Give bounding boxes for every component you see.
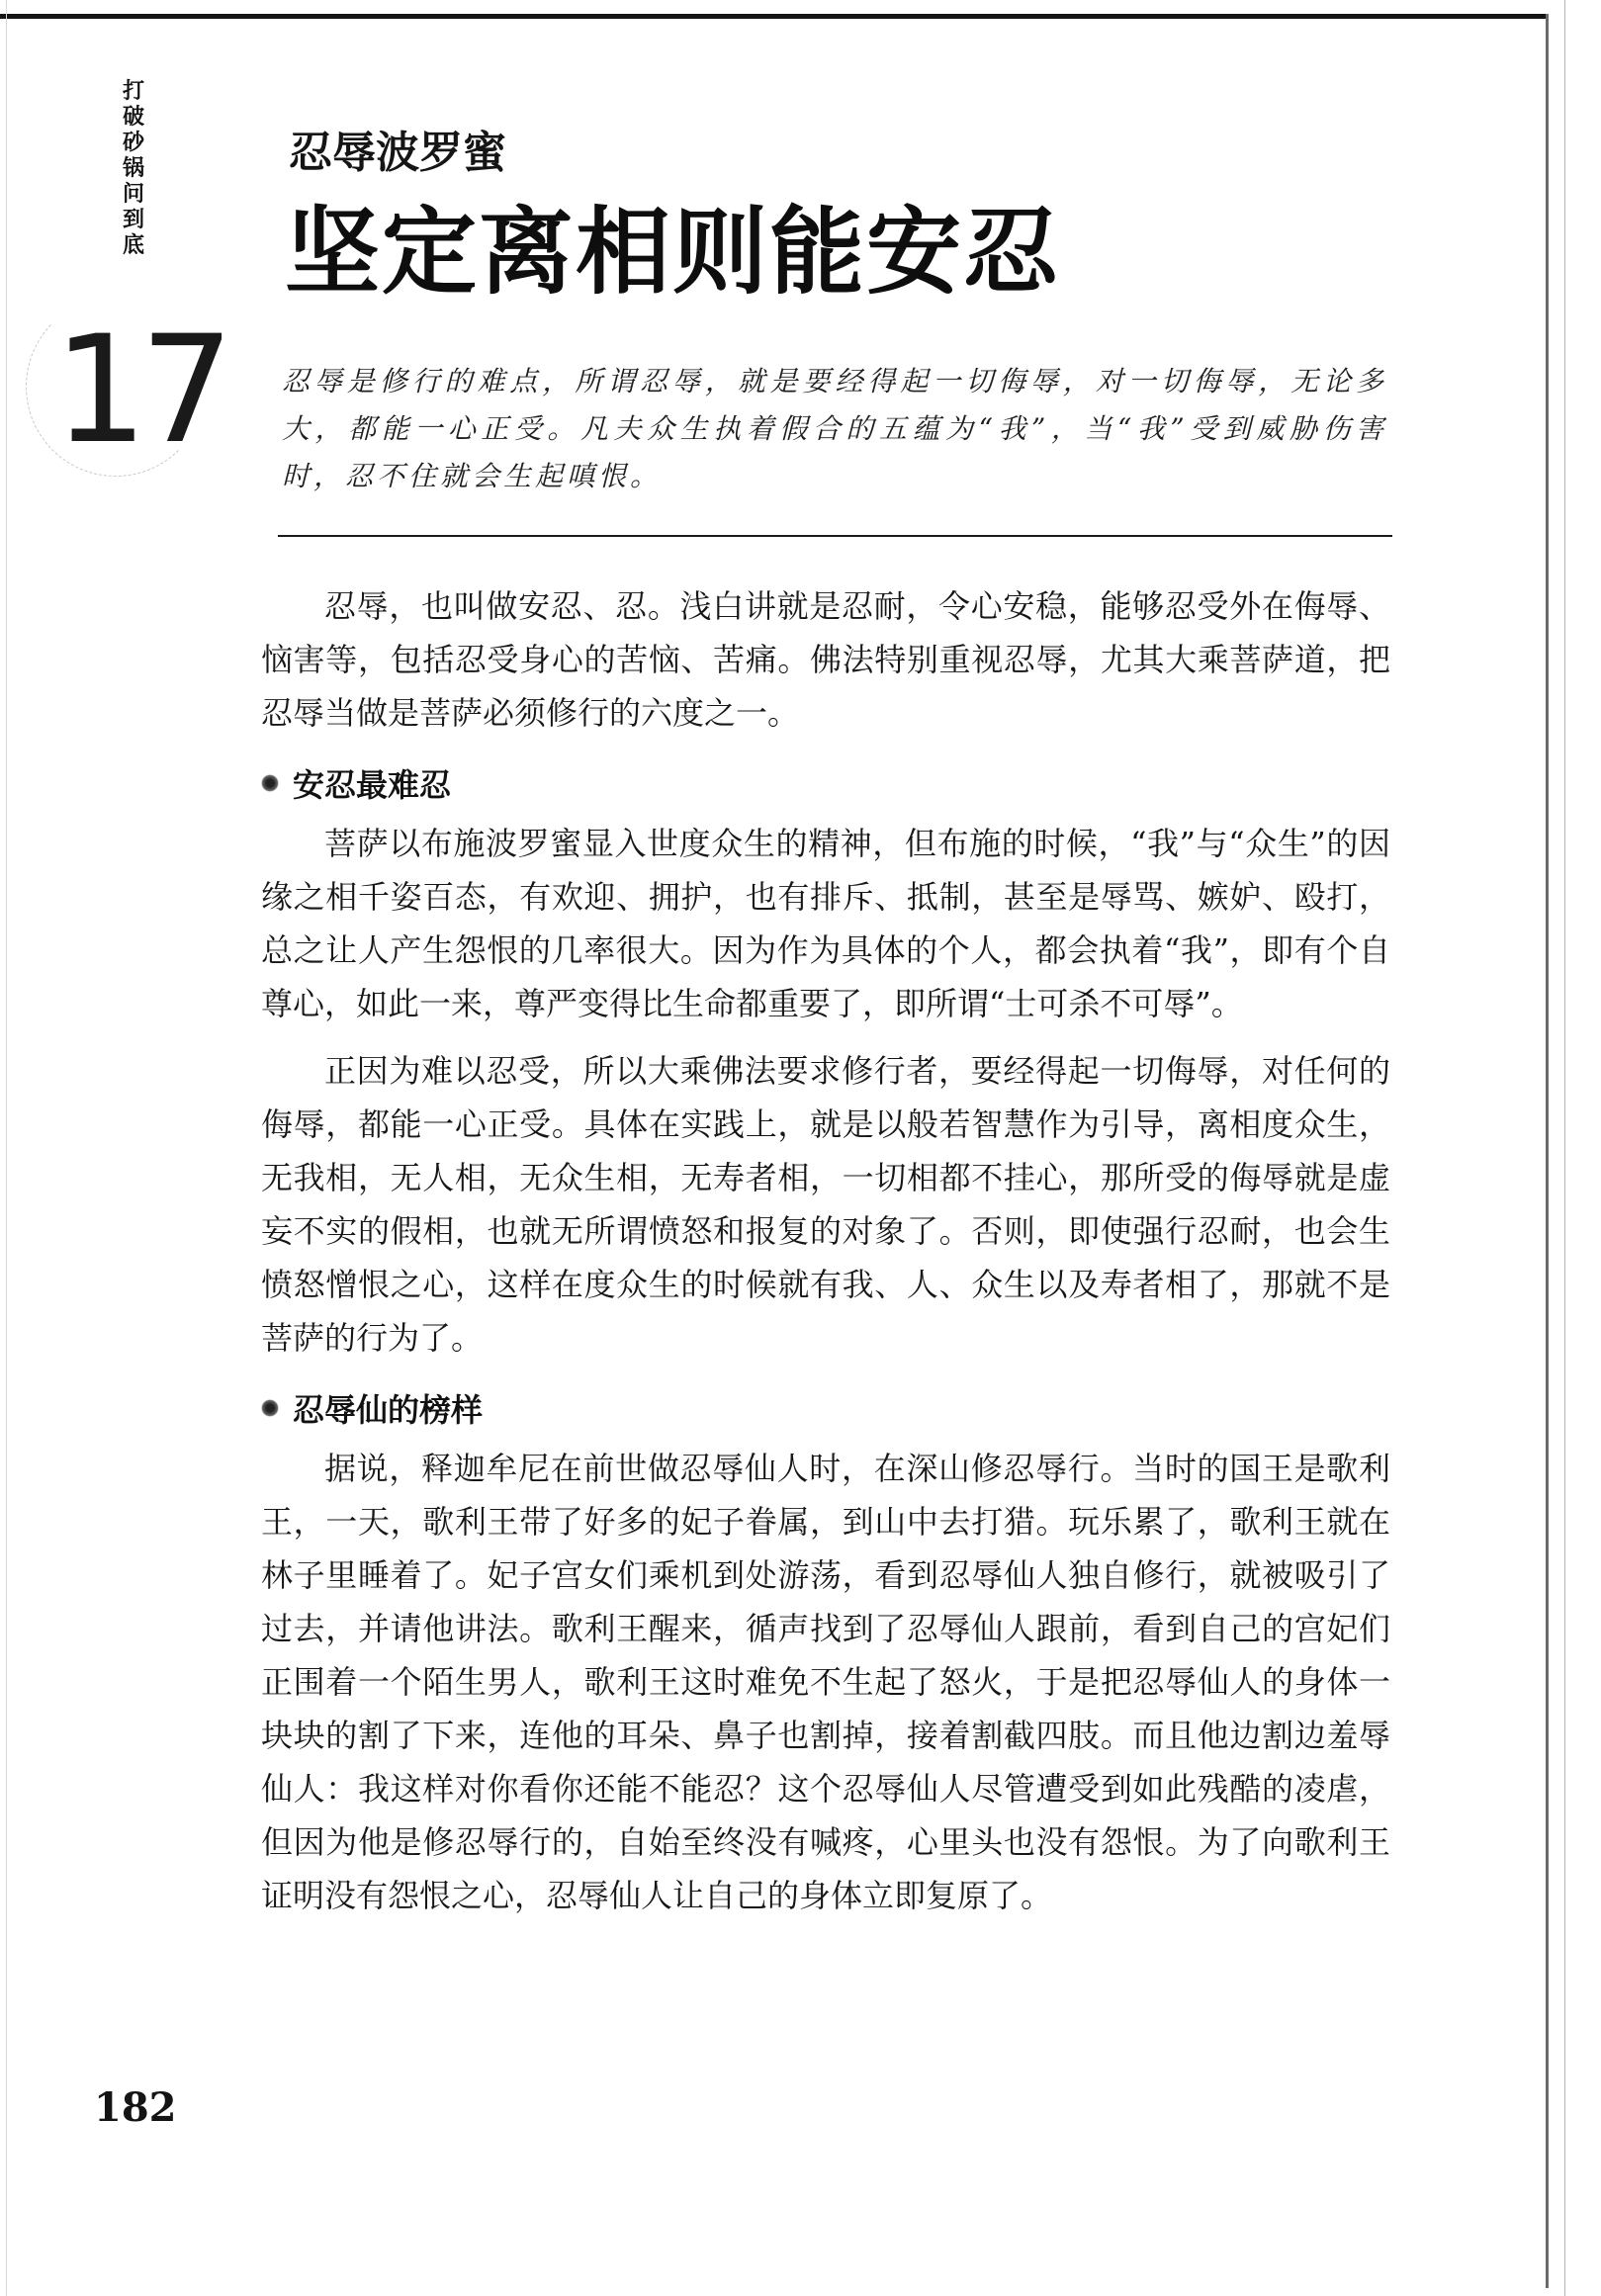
abstract-divider — [278, 535, 1392, 537]
flower-bullet-icon — [261, 774, 279, 792]
chapter-abstract: 忍辱是修行的难点，所谓忍辱，就是要经得起一切侮辱，对一切侮辱，无论多大，都能一心正受。凡夫众生执着假合的五蕴为“我”，当“我”受到威胁伤害时，忍不住就会生起嗔恨。 — [282, 365, 1387, 492]
page-number: 182 — [94, 2084, 177, 2131]
flower-bullet-icon — [261, 1399, 279, 1417]
section-2-paragraph-1: 据说，释迦牟尼在前世做忍辱仙人时，在深山修忍辱行。当时的国王是歌利王，一天，歌利王带了好多的妃子眷属，到山中去打猎。玩乐累了，歌利王就在林子里睡着了。妃子宫女们乘机到处游荡，看到忍辱仙人独自修行，就被吸引了过去，并请他讲法。歌利王醒来，循声找到了忍辱仙人跟前，看到自己的宫妃们正围着一个陌生男人，歌利王这时难免不生起了怒火，于是把忍辱仙人的身体一块块的割了下来，连他的耳朵、鼻子也割掉，接着割截四肢。而且他边割边羞辱仙人：我这样对你看你还能不能忍？这个忍辱仙人尽管遭受到如此残酷的凌虐，但因为他是修忍辱行的，自始至终没有喊疼，心里头也没有怨恨。为了向歌利王证明没有怨恨之心，忍辱仙人让自己的身体立即复原了。 — [261, 1450, 1390, 1914]
scan-edge-right — [1546, 14, 1549, 2288]
section-heading-1-text: 安忍最难忍 — [293, 766, 452, 804]
scan-edge-right-faint — [1564, 0, 1565, 2296]
running-header-vertical: 打破砂锅问到底 — [122, 79, 144, 258]
section-1-paragraph-2: 正因为难以忍受，所以大乘佛法要求修行者，要经得起一切侮辱，对任何的侮辱，都能一心正受。具体在实践上，就是以般若智慧作为引导，离相度众生，无我相，无人相，无众生相，无寿者相，一切相都不挂心，那所受的侮辱就是虚妄不实的假相，也就无所谓愤怒和报复的对象了。否则，即使强行忍耐，也会生愤怒憎恨之心，这样在度众生的时候就有我、人、众生以及寿者相了，那就不是菩萨的行为了。 — [261, 1052, 1390, 1357]
section-heading-1 — [261, 759, 1390, 811]
intro-paragraph: 忍辱，也叫做安忍、忍。浅白讲就是忍耐，令心安稳，能够忍受外在侮辱、恼害等，包括忍受身心的苦恼、苦痛。佛法特别重视忍辱，尤其大乘菩萨道，把忍辱当做是菩萨必须修行的六度之一。 — [261, 587, 1390, 732]
body-text — [261, 579, 1390, 1922]
section-heading-2 — [261, 1384, 1390, 1436]
scan-edge-left — [6, 0, 7, 2296]
top-rule — [0, 14, 1548, 19]
chapter-title: 坚定离相则能安忍 — [285, 197, 1060, 308]
section-heading-2-text: 忍辱仙的榜样 — [293, 1391, 484, 1429]
chapter-number: 17 — [53, 305, 226, 477]
section-kicker: 忍辱波罗蜜 — [289, 128, 506, 178]
section-1-paragraph-1: 菩萨以布施波罗蜜显入世度众生的精神，但布施的时候，“我”与“众生”的因缘之相千姿百态，有欢迎、拥护，也有排斥、抵制，甚至是辱骂、嫉妒、殴打，总之让人产生怨恨的几率很大。因为作为具体的个人，都会执着“我”，即有个自尊心，如此一来，尊严变得比生命都重要了，即所谓“士可杀不可辱”。 — [261, 825, 1390, 1022]
